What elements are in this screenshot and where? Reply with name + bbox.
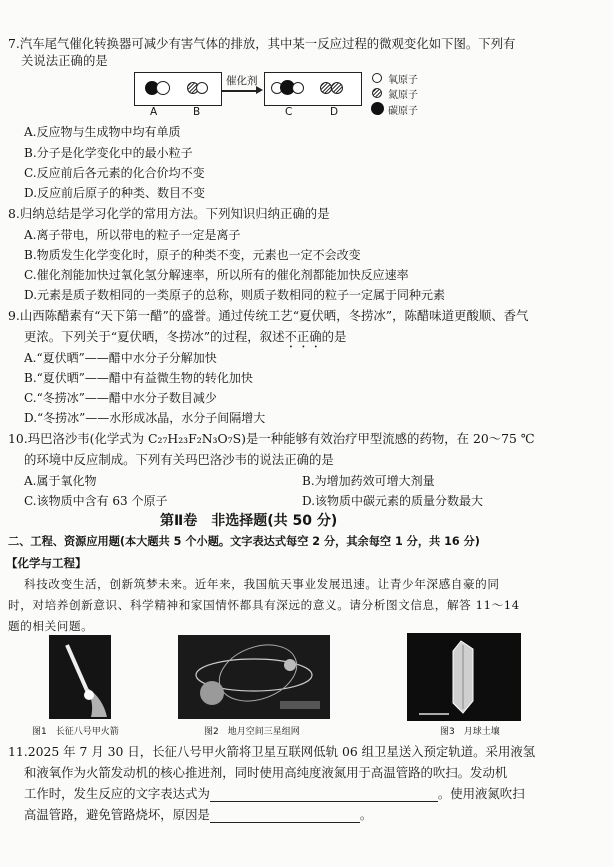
figure1-caption: 图1 长征八号甲火箭 bbox=[32, 727, 119, 737]
q10-stem-line1: 10.玛巴洛沙韦(化学式为 C₂₇H₂₃F₂N₃O₇S)是一种能够有效治疗甲型流感的药物，在 20～75 ℃ bbox=[8, 431, 535, 446]
q7-option-a: A.反应物与生成物中均有单质 bbox=[24, 125, 181, 139]
q11-line2: 和液氧作为火箭发动机的核心推进剂，同时使用高纯度液氮用于高温管路的吹扫。发动机 bbox=[24, 765, 508, 780]
figure3-caption: 图3 月球土壤 bbox=[440, 727, 500, 737]
q9-option-b: B.“夏伏晒”——醋中有益微生物的转化加快 bbox=[24, 371, 253, 385]
q9-stem-line2: 更浓。下列关于“夏伏晒，冬捞冰”的过程，叙述不正确的是 bbox=[24, 329, 347, 344]
q10-option-b: B.为增加药效可增大剂量 bbox=[302, 474, 435, 488]
q7-option-b: B.分子是化学变化中的最小粒子 bbox=[24, 146, 193, 160]
figure3-lunar-soil-crystal bbox=[407, 633, 521, 721]
part2-title: 第Ⅱ卷 非选择题(共 50 分) bbox=[160, 513, 338, 529]
q10-stem-line2: 的环境中反应制成。下列有关玛巴洛沙韦的说法正确的是 bbox=[24, 452, 334, 467]
oxygen-atom bbox=[196, 82, 208, 94]
q7-option-c: C.反应前后各元素的化合价均不变 bbox=[24, 166, 205, 180]
part2-heading: 二、工程、资源应用题(本大题共 5 个小题。文字表达式每空 2 分，其余每空 1 分，共 16 分) bbox=[8, 535, 480, 548]
reactant-box bbox=[134, 72, 222, 106]
q9-option-a: A.“夏伏晒”——醋中水分子分解加快 bbox=[24, 351, 217, 365]
q10-option-c: C.该物质中含有 63 个原子 bbox=[24, 494, 168, 508]
figure2-satellite-network bbox=[178, 635, 330, 719]
mol-label-c: C bbox=[285, 106, 293, 118]
figure2-caption: 图2 地月空间三星组网 bbox=[204, 727, 300, 737]
section-tag: 【化学与工程】 bbox=[6, 556, 87, 570]
q9-option-c: C.“冬捞冰”——醋中水分子数目减少 bbox=[24, 391, 217, 405]
q8-option-b: B.物质发生化学变化时，原子的种类不变，元素也一定不会改变 bbox=[24, 248, 361, 262]
legend-carbon-label: 碳原子 bbox=[388, 106, 418, 117]
legend-carbon-icon bbox=[371, 102, 384, 115]
product-box bbox=[264, 72, 362, 106]
q9-emphasis: 不正确 bbox=[284, 329, 322, 344]
mol-label-b: B bbox=[193, 106, 201, 118]
legend-nitrogen-icon bbox=[372, 88, 382, 98]
q11-line1: 11.2025 年 7 月 30 日，长征八号甲火箭将卫星互联网低轨 06 组卫星送入预定轨道。采用液氢 bbox=[8, 744, 536, 759]
intro-line2: 时，对培养创新意识、科学精神和家国情怀都具有深远的意义。请分析图文信息，解答 11～14 bbox=[8, 598, 520, 612]
q11-line4: 高温管路，避免管路烧坏，原因是 。 bbox=[24, 807, 373, 822]
legend-oxygen-label: 氧原子 bbox=[388, 75, 418, 86]
answer-blank-2[interactable] bbox=[210, 810, 360, 823]
q8-stem: 8.归纳总结是学习化学的常用方法。下列知识归纳正确的是 bbox=[8, 206, 330, 221]
q7-option-d: D.反应前后原子的种类、数目不变 bbox=[24, 186, 206, 200]
nitrogen-atom bbox=[331, 82, 343, 94]
mol-label-a: A bbox=[150, 106, 158, 118]
q7-stem-line2: 关说法正确的是 bbox=[21, 53, 108, 68]
q11-line3: 工作时，发生反应的文字表达式为 。使用液氮吹扫 bbox=[24, 786, 525, 801]
answer-blank-1[interactable] bbox=[210, 789, 438, 802]
intro-line1: 科技改变生活，创新筑梦未来。近年来，我国航天事业发展迅速。让青少年深感自豪的同 bbox=[24, 577, 500, 591]
q8-option-a: A.离子带电，所以带电的粒子一定是离子 bbox=[24, 228, 241, 242]
q10-option-a: A.属于氧化物 bbox=[24, 474, 97, 488]
q7-stem-line1: 7.汽车尾气催化转换器可减少有害气体的排放，其中某一反应过程的微观变化如下图。下列有 bbox=[8, 36, 516, 51]
q10-option-d: D.该物质中碳元素的质量分数最大 bbox=[302, 494, 484, 508]
q9-stem-line1: 9.山西陈醋素有“天下第一醋”的盛誉。通过传统工艺“夏伏晒，冬捞冰”，陈醋味道更酸顺、香气 bbox=[8, 308, 529, 323]
intro-line3: 题的相关问题。 bbox=[8, 619, 94, 633]
q8-option-c: C.催化剂能加快过氧化氢分解速率，所以所有的催化剂都能加快反应速率 bbox=[24, 268, 409, 282]
figure1-rocket-photo bbox=[49, 635, 111, 719]
oxygen-atom bbox=[156, 81, 170, 95]
arrow-head-icon bbox=[256, 86, 263, 94]
q9-option-d: D.“冬捞冰”——水形成冰晶，水分子间隔增大 bbox=[24, 411, 266, 425]
reaction-arrow bbox=[222, 90, 260, 92]
legend-nitrogen-label: 氮原子 bbox=[388, 90, 418, 101]
oxygen-atom bbox=[292, 82, 304, 94]
mol-label-d: D bbox=[330, 106, 339, 118]
legend-oxygen-icon bbox=[372, 73, 382, 83]
q8-option-d: D.元素是质子数相同的一类原子的总称，则质子数相同的粒子一定属于同种元素 bbox=[24, 288, 446, 302]
catalyst-label: 催化剂 bbox=[226, 75, 258, 87]
